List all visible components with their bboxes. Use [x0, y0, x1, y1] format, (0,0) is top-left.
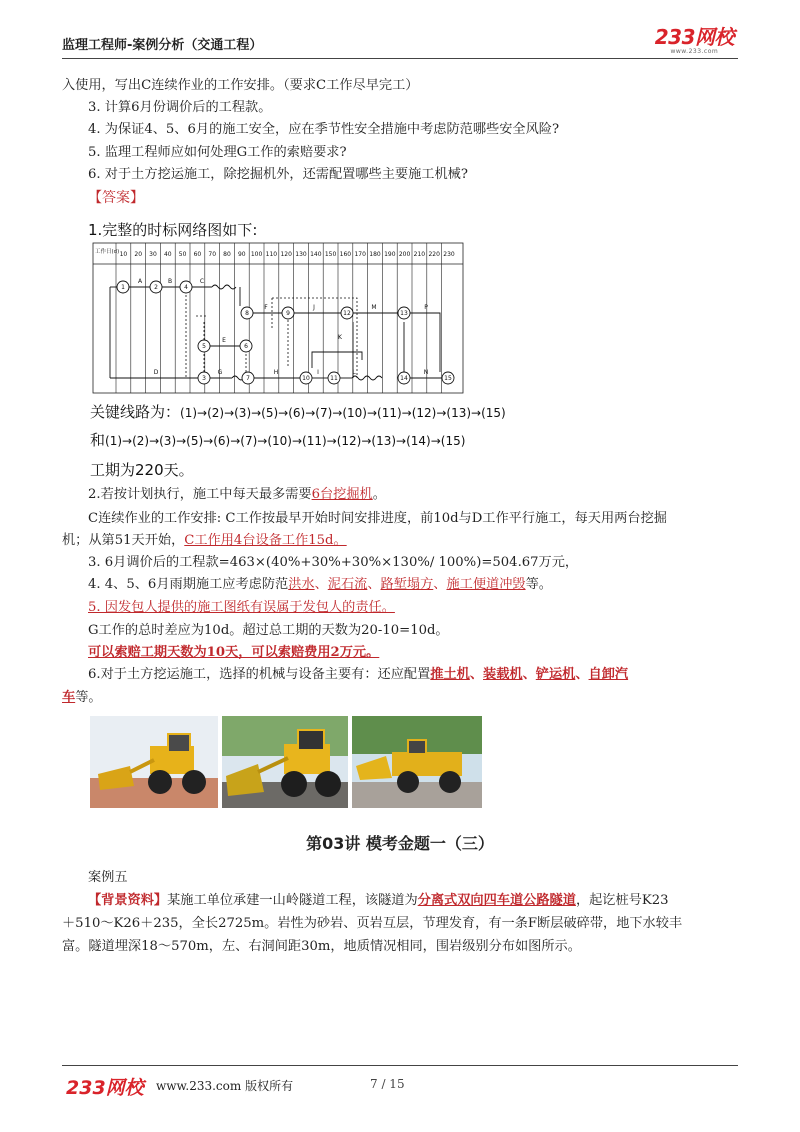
critical-path-1: (1)→(2)→(3)→(5)→(6)→(7)→(10)→(11)→(12)→(13)→(15) — [180, 406, 506, 420]
loader-photos — [90, 716, 482, 808]
answer-6-line-2 — [62, 688, 740, 708]
answer-5: 5. 因发包人提供的施工图纸有误属于发包人的责任。 — [88, 600, 395, 615]
day-label: 50 — [178, 251, 187, 258]
day-label: 150 — [324, 251, 337, 258]
day-label: 120 — [280, 251, 292, 258]
footer-rule — [62, 1065, 738, 1066]
activity-label: G — [217, 369, 223, 376]
page-number: 7 / 15 — [370, 1077, 405, 1091]
day-label: 30 — [149, 251, 157, 258]
activity-label: F — [264, 304, 268, 311]
c-schedule-highlight: C工作用4台设备工作15d。 — [184, 533, 347, 548]
answer-2-text: 2.若按计划执行，施工中每天最多需要 — [88, 487, 312, 502]
day-label: 180 — [369, 251, 381, 258]
sep: 、 — [575, 667, 589, 682]
brand — [655, 26, 734, 55]
answer-1-title: 1.完整的时标网络图如下: — [88, 221, 258, 239]
activity-label: B — [167, 278, 173, 285]
answer-4 — [88, 575, 740, 595]
tunnel-type: 分离式双向四车道公路隧道 — [417, 893, 576, 908]
case-text: 某施工单位承建一山岭隧道工程，该隧道为 — [167, 893, 418, 908]
answer-2-end: 。 — [372, 487, 386, 502]
critical-path-and: 和 — [90, 431, 106, 449]
page-header — [62, 26, 738, 59]
machine-loader: 装载机 — [483, 667, 523, 682]
node-label: 4 — [184, 284, 188, 291]
brand-logo: 233网校 — [654, 25, 734, 49]
day-label: 10 — [119, 251, 128, 258]
header-title: 监理工程师-案例分析（交通工程） — [62, 38, 263, 53]
node-label: 13 — [400, 310, 408, 317]
activity-label: I — [317, 369, 319, 376]
node-label: 3 — [202, 375, 206, 382]
case-para-1 — [88, 891, 740, 911]
answer-6-end: 等。 — [75, 690, 102, 705]
duration: 工期为220天。 — [90, 461, 194, 479]
loader-photo-1 — [90, 716, 218, 808]
g-float: G工作的总时差应为10d。超过总工期的天数为20-10=10d。 — [88, 623, 449, 638]
critical-path-2-line — [90, 430, 740, 451]
activity-label: H — [273, 369, 279, 376]
day-label: 90 — [237, 251, 246, 258]
sep: 、 — [314, 577, 328, 592]
arrow-c-wavy — [212, 285, 236, 289]
answer-4-end: 等。 — [525, 577, 552, 592]
case-title: 案例五 — [88, 870, 128, 885]
question-5: 5. 监理工程师应如何处理G工作的索赔要求? — [88, 145, 347, 160]
c-schedule-text: 机；从第51天开始， — [62, 533, 185, 548]
node-label: 15 — [444, 375, 452, 382]
diagram-header-label-text: 工作日(d) — [95, 249, 120, 255]
node-label: 6 — [244, 343, 248, 350]
activity-label: J — [313, 304, 315, 311]
day-label: 20 — [134, 251, 143, 258]
risk-access-road-washout: 施工便道冲毁 — [446, 577, 526, 592]
day-label: 130 — [295, 251, 307, 258]
node-label: 5 — [202, 343, 206, 350]
lecture-title: 第03讲 模考金题一（三） — [306, 834, 494, 853]
brand-url: www.233.com — [670, 48, 719, 55]
case-para-3: 富。隧道埋深18～570m，左、右洞间距30m，地质情况相同，围岩级别分布如图所示。 — [62, 939, 581, 954]
answer-6-text: 6.对于土方挖运施工，选择的机械与设备主要有：还应配置 — [88, 667, 431, 682]
day-label: 210 — [413, 251, 426, 258]
day-label: 190 — [384, 251, 396, 258]
activity-label: K — [338, 334, 342, 341]
risk-debris-flow: 泥石流 — [327, 577, 368, 592]
node-label: 14 — [400, 375, 408, 382]
answer-2 — [88, 485, 740, 505]
activity-label: M — [371, 304, 377, 311]
risk-cutting-collapse: 路堑塌方 — [380, 577, 434, 592]
arrow-10-11 — [312, 352, 362, 368]
node-label: 8 — [245, 310, 249, 317]
day-label: 220 — [428, 251, 440, 258]
node-label: 12 — [343, 310, 351, 317]
question-2-continued: 入使用，写出C连续作业的工作安排。（要求C工作尽早完工） — [62, 78, 419, 93]
sep: 、 — [433, 577, 447, 592]
machine-bulldozer: 推土机 — [430, 667, 470, 682]
time-scaled-network-diagram — [92, 242, 464, 394]
day-label: 60 — [193, 251, 202, 258]
answer-4-text: 4. 4、5、6月雨期施工应考虑防范 — [88, 577, 289, 592]
node-label: 10 — [302, 375, 310, 382]
critical-path-label: 关键线路为： — [90, 403, 181, 421]
day-label: 110 — [265, 251, 278, 258]
arrow-p — [410, 313, 440, 372]
machine-dump-truck: 自卸汽 — [588, 667, 629, 682]
activity-label: P — [424, 304, 428, 311]
day-label: 170 — [354, 251, 366, 258]
day-label: 70 — [208, 251, 217, 258]
case-text-end: ，起讫桩号K23 — [575, 893, 669, 908]
day-label: 160 — [339, 251, 352, 258]
activity-label: N — [423, 369, 429, 376]
sep: 、 — [522, 667, 536, 682]
activity-label: D — [153, 369, 159, 376]
background-label: 【背景资料】 — [88, 893, 168, 908]
loader-photo-2 — [222, 716, 348, 808]
node-label: 7 — [246, 375, 250, 382]
machine-dump-truck-end: 车 — [62, 690, 76, 705]
answer-3: 3. 6月调价后的工程款=463×(40%+30%+30%×130%/ 100%)=504.67万元， — [88, 555, 579, 570]
node-label: 1 — [121, 284, 125, 291]
case-para-2: ＋510～K26＋235，全长2725m。岩性为砂岩、页岩互层，节理发育，有一条F断层破碎带，地下水较丰 — [62, 916, 683, 931]
c-schedule-line-2 — [62, 531, 740, 551]
critical-path-2: (1)→(2)→(3)→(5)→(6)→(7)→(10)→(11)→(12)→(13)→(14)→(15) — [105, 434, 466, 448]
day-label: 140 — [310, 251, 322, 258]
c-schedule-line-1: C连续作业的工作安排: C工作按最早开始时间安排进度，前10d与D工作平行施工，每天用两台挖掘 — [88, 511, 667, 526]
activity-label: L — [352, 369, 356, 376]
footer-copyright: www.233.com 版权所有 — [156, 1079, 294, 1093]
answer-2-highlight: 6台挖掘机 — [311, 487, 373, 502]
sep: 、 — [469, 667, 484, 682]
claim-result: 可以索赔工期天数为10天，可以索赔费用2万元。 — [88, 645, 380, 660]
question-3: 3. 计算6月份调价后的工程款。 — [88, 100, 272, 115]
answer-title: 【答案】 — [88, 190, 144, 206]
arrow-l-wavy — [352, 376, 382, 380]
node-label: 11 — [330, 375, 338, 382]
activity-label: C — [199, 278, 205, 285]
diagram-header-label — [95, 247, 119, 255]
critical-path-1-line — [90, 402, 740, 423]
day-label: 200 — [398, 251, 411, 258]
activity-label: E — [222, 337, 226, 344]
risk-flood: 洪水 — [288, 577, 315, 592]
machine-scraper: 铲运机 — [535, 667, 576, 682]
footer-logo: 233网校 — [66, 1077, 144, 1099]
day-label: 100 — [250, 251, 263, 258]
answer-6 — [88, 665, 740, 685]
day-label: 230 — [443, 251, 455, 258]
sep: 、 — [367, 577, 381, 592]
question-6: 6. 对于土方挖运施工，除挖掘机外，还需配置哪些主要施工机械? — [88, 167, 468, 182]
loader-photo-3 — [352, 716, 482, 808]
node-label: 2 — [154, 284, 158, 291]
node-label: 9 — [286, 310, 290, 317]
day-label: 80 — [223, 251, 231, 258]
day-label: 40 — [163, 251, 172, 258]
question-4: 4. 为保证4、5、6月的施工安全，应在季节性安全措施中考虑防范哪些安全风险? — [88, 122, 560, 137]
activity-label: A — [137, 278, 143, 285]
